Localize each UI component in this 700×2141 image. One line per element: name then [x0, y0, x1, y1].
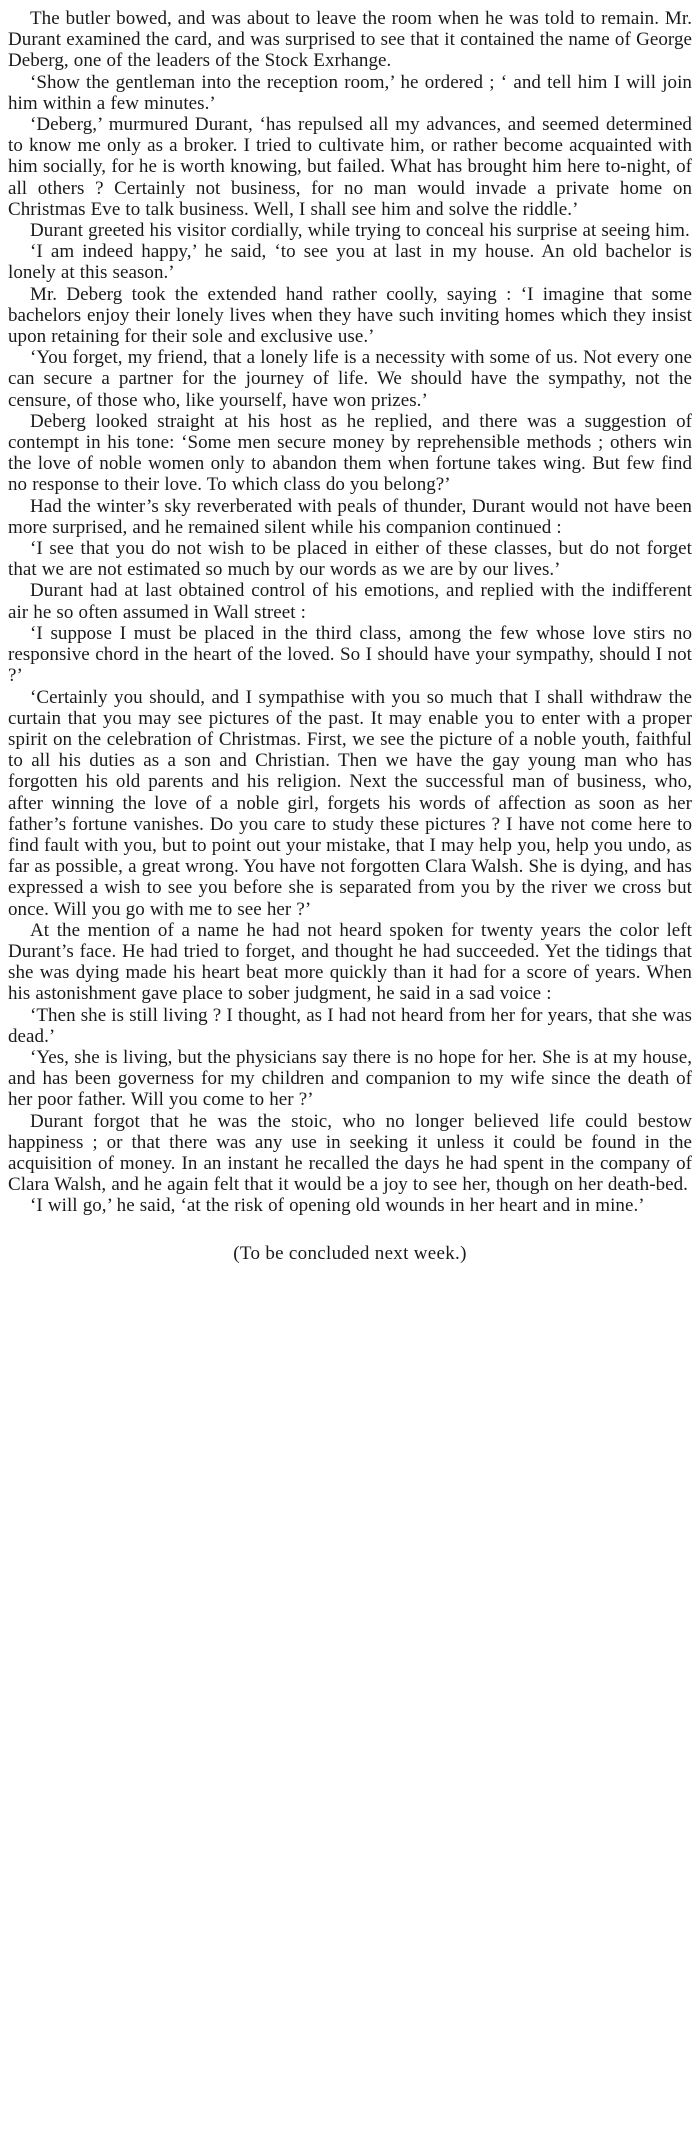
paragraph: ‘Certainly you should, and I sympathise with you so much that I shall withdraw the curtain that you may see pictures of the past. It may enable you to enter with a proper spirit on the celebration of Christmas. First, we see the picture of a noble youth, faithful to all his duties as a son and Christian. Then we have the gay young man who has forgotten his old parents and his religion. Next the successful man of business, who, after winning the love of a noble girl, forgets his words of affection as soon as her father’s fortune vanishes. Do you care to study these pictures ? I have not come here to find fault with you, but to point out your mistake, that I may help you, help you undo, as far as possible, a great wrong. You have not forgotten Clara Walsh. She is dying, and has expressed a wish to see you before she is separated from you by the river we cross but once. Will you go with me to see her ?’ [8, 686, 692, 920]
paragraph: ‘I am indeed happy,’ he said, ‘to see you at last in my house. An old bachelor is lonely at this season.’ [8, 241, 692, 284]
paragraph: At the mention of a name he had not heard spoken for twenty years the color left Durant’s face. He had tried to forget, and thought he had succeeded. Yet the tidings that she was dying made his heart beat more quickly than it had for a score of years. When his astonishment gave place to sober judgment, he said in a sad voice : [8, 919, 692, 1005]
paragraph: Durant had at last obtained control of his emotions, and replied with the indifferent air he so often assumed in Wall street : [8, 580, 692, 623]
paragraph: Mr. Deberg took the extended hand rather coolly, saying : ‘I imagine that some bachelors enjoy their lonely lives when they have such inviting homes which they insist upon retaining for their sole and exclusive use.’ [8, 283, 692, 348]
paragraph: ‘I suppose I must be placed in the third class, among the few whose love stirs no responsive chord in the heart of the loved. So I should have your sympathy, should I not ?’ [8, 622, 692, 687]
paragraph: ‘Yes, she is living, but the physicians say there is no hope for her. She is at my house, and has been governess for my children and companion to my wife since the death of her poor father. Will you come to her ?’ [8, 1046, 692, 1111]
paragraph: ‘Then she is still living ? I thought, as I had not heard from her for years, that she was dead.’ [8, 1004, 692, 1047]
paragraph: Durant forgot that he was the stoic, who no longer believed life could bestow happiness ; or that there was any use in seeking it unless it could be found in the acquisition of money. In an instant he recalled the days he had spent in the company of Clara Walsh, and he again felt that it would be a joy to see her, though on her death-bed. [8, 1110, 692, 1196]
paragraph: ‘Deberg,’ murmured Durant, ‘has repulsed all my advances, and seemed determined to know me only as a broker. I tried to cultivate him, or rather become acquainted with him socially, for he is worth knowing, but failed. What has brought him here to-night, of all others ? Certainly not business, for no man would invade a private home on Christmas Eve to talk business. Well, I shall see him and solve the riddle.’ [8, 114, 692, 220]
paragraph: ‘I see that you do not wish to be placed in either of these classes, but do not forget that we are not estimated so much by our words as we are by our lives.’ [8, 538, 692, 581]
paragraph: Deberg looked straight at his host as he replied, and there was a suggestion of contempt in his tone: ‘Some men secure money by reprehensible methods ; others win the love of noble women only to abandon them when fortune takes wing. But few find no response to their love. To which class do you belong?’ [8, 410, 692, 496]
paragraph: ‘I will go,’ he said, ‘at the risk of opening old wounds in her heart and in mine.’ [30, 1195, 645, 1217]
to-be-continued-note: (To be concluded next week.) [233, 1242, 467, 1264]
paragraph: Durant greeted his visitor cordially, while trying to conceal his surprise at seeing him. [30, 220, 690, 242]
paragraph: ‘Show the gentleman into the reception room,’ he ordered ; ‘ and tell him I will join him within a few minutes.’ [8, 71, 692, 114]
article-column [8, 8, 692, 1264]
paragraph: ‘You forget, my friend, that a lonely life is a necessity with some of us. Not every one can secure a partner for the journey of life. We should have the sympathy, not the censure, of those who, like yourself, have won prizes.’ [8, 347, 692, 411]
paragraph: The butler bowed, and was about to leave the room when he was told to remain. Mr. Durant examined the card, and was surprised to see that it contained the name of George Deberg, one of the leaders of the Stock Exrhange. [8, 8, 692, 72]
paragraph: Had the winter’s sky reverberated with peals of thunder, Durant would not have been more surprised, and he remained silent while his companion continued : [8, 495, 692, 538]
